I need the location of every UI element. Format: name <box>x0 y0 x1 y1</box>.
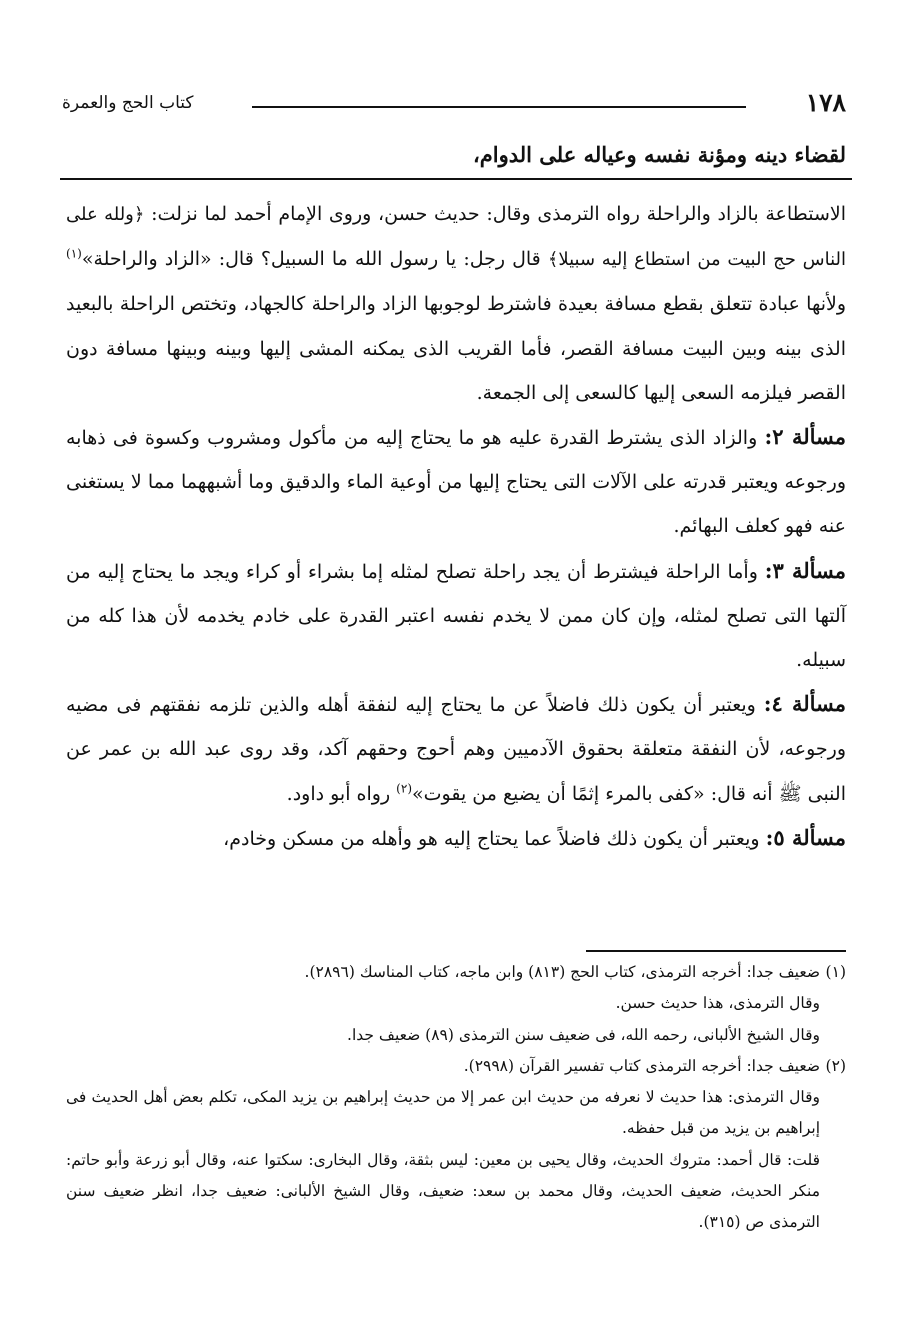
paragraph-1 <box>66 192 846 415</box>
footnote-1-line-2: وقال الترمذى، هذا حديث حسن. <box>615 994 820 1013</box>
heading-rule <box>60 178 852 180</box>
issue-4-label: مسألة ٤: <box>763 691 846 717</box>
footnote-rule <box>586 950 846 952</box>
issue-2 <box>66 415 846 549</box>
paragraph-1-text-c: ولأنها عبادة تتعلق بقطع مسافة بعيدة فاشترط لوجوبها الزاد والراحلة كالجهاد، وتختص الراحلة بالبعيد الذى بينه وبين البيت مسافة القصر، فأما القريب الذى يمكنه المشى إليها وبينه وبينها مسافة دون القصر فيلزمه السعى إليها كالسعى إلى الجمعة. <box>66 293 846 404</box>
quran-verse: ﴿ولله على الناس حج البيت من استطاع إليه سبيلا﴾ <box>66 204 847 271</box>
issue-2-label: مسألة ٢: <box>764 424 846 450</box>
footnote-2-text: ضعيف جدا: أخرجه الترمذى كتاب تفسير القرآن (٢٩٩٨). <box>463 1056 820 1075</box>
issue-3 <box>66 549 846 683</box>
footnote-2-line-3: قلت: قال أحمد: متروك الحديث، وقال يحيى بن معين: ليس بثقة، وقال البخارى: سكتوا عنه، وقال أبو زرعة وأبو حاتم: منكر الحديث، ضعيف الحديث، وقال محمد بن سعد: ضعيف، وقال الشيخ الألبانى: ضعيف جدا، انظر ضعيف سنن الترمذى ص (٣١٥). <box>66 1150 820 1232</box>
footnote-2-line-2: وقال الترمذى: هذا حديث لا نعرفه من حديث ابن عمر إلا من حديث إبراهيم بن يزيد المكى، تكلم بعض أهل الحديث فى إبراهيم بن يزيد من قبل حفظه. <box>66 1088 820 1138</box>
footnote-1-text: ضعيف جدا: أخرجه الترمذى، كتاب الحج (٨١٣) وابن ماجه، كتاب المناسك (٢٨٩٦). <box>304 963 820 981</box>
footnote-1-number: (١) <box>825 963 846 981</box>
issue-5 <box>66 816 846 861</box>
footnote-2-number: (٢) <box>825 1056 846 1075</box>
footnote-ref-2[interactable]: (٢) <box>396 781 412 796</box>
header-rule <box>252 106 746 108</box>
issue-4-text-a: ويعتبر أن يكون ذلك فاضلاً عن ما يحتاج إليه لنفقة أهله والذين تلزمه نفقتهم فى مضيه ورجوعه، لأن النفقة متعلقة بحقوق الآدميين وهم أحوج وحقهم آكد، وقد روى عبد الله بن عمر عن النبى ﷺ أنه قال: «كفى بالمرء إثمًا أن يضيع من يقوت» <box>66 694 846 805</box>
issue-5-text: ويعتبر أن يكون ذلك فاضلاً عما يحتاج إليه هو وأهله من مسكن وخادم، <box>223 827 766 850</box>
issue-4-text-b: رواه أبو داود. <box>286 782 397 805</box>
issue-3-text: وأما الراحلة فيشترط أن يجد راحلة تصلح لمثله إما بشراء أو كراء ويجد ما يحتاج إليه من آلتها التى تصلح لمثله، وإن كان ممن لا يخدم نفسه اعتبر القدرة على خادم يخدمه لأن هذا كله من سبيله. <box>66 560 846 672</box>
main-text <box>66 192 846 861</box>
issue-2-text: والزاد الذى يشترط القدرة عليه هو ما يحتاج إليه من مأكول ومشروب وكسوة فى ذهابه ورجوعه ويعتبر قدرته على الآلات التى يحتاج إليها من أوعية الماء والدقيق وما أشبههما مما لا يستغنى عنه فهو كعلف البهائم. <box>66 427 846 538</box>
issue-5-label: مسألة ٥: <box>765 824 846 850</box>
footnote-ref-1[interactable]: (١) <box>66 246 82 261</box>
running-header <box>62 88 846 122</box>
page-number: ١٧٨ <box>805 88 846 117</box>
footnote-2-line-1 <box>66 1051 846 1082</box>
section-heading: لقضاء دينه ومؤنة نفسه وعياله على الدوام، <box>472 142 846 167</box>
paragraph-1-text-b: قال رجل: يا رسول الله ما السبيل؟ قال: «الزاد والراحلة» <box>81 248 548 271</box>
footnote-1-line-1 <box>66 957 846 988</box>
paragraph-1-text-a: الاستطاعة بالزاد والراحلة رواه الترمذى وقال: حديث حسن، وروى الإمام أحمد لما نزلت: <box>144 203 846 225</box>
issue-4 <box>66 682 846 816</box>
book-title: كتاب الحج والعمرة <box>62 93 194 113</box>
footnote-1-line-3: وقال الشيخ الألبانى، رحمه الله، فى ضعيف سنن الترمذى (٨٩) ضعيف جدا. <box>347 1025 820 1044</box>
footnotes <box>66 957 846 1239</box>
issue-3-label: مسألة ٣: <box>764 557 846 583</box>
